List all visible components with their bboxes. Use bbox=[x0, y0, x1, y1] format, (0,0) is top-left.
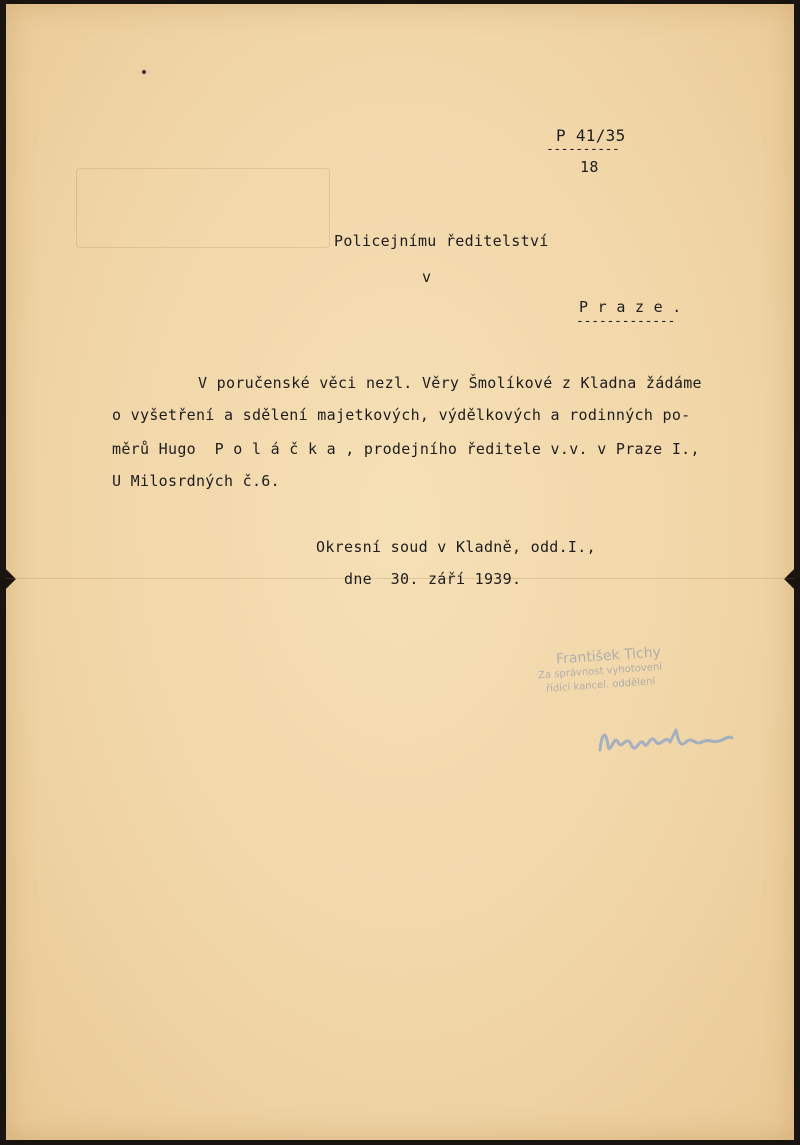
reference-sub: 18 bbox=[580, 158, 599, 176]
reference-number: P 41/35 bbox=[556, 126, 626, 145]
body-line-2: o vyšetření a sdělení majetkových, výdělkových a rodinných po- bbox=[112, 406, 691, 424]
body-line-4: U Milosrdných č.6. bbox=[112, 472, 280, 490]
handwritten-signature bbox=[596, 712, 736, 762]
body-line-3: měrů Hugo P o l á č k a , prodejního ředitele v.v. v Praze I., bbox=[112, 440, 700, 458]
body-line-1: V poručenské věci nezl. Věry Šmolíkové z Kladna žádáme bbox=[198, 374, 702, 392]
addressee-line-2: v bbox=[422, 268, 432, 286]
stamp-line-2: Za správnost vyhotovení bbox=[537, 661, 663, 682]
stamp-name: František Tichy bbox=[555, 644, 662, 668]
addressee-rule: ------------- bbox=[576, 314, 676, 329]
sender-date: dne 30. září 1939. bbox=[344, 570, 522, 588]
sender-court: Okresní soud v Kladně, odd.I., bbox=[316, 538, 596, 556]
reference-rule: ---------- bbox=[546, 142, 620, 157]
faded-stamp-imprint bbox=[76, 168, 330, 248]
addressee-line-1: Policejnímu ředitelství bbox=[334, 232, 549, 250]
ink-speck bbox=[142, 70, 146, 74]
addressee-city: P r a z e . bbox=[579, 298, 682, 316]
stamp-line-3: řídící kancel. oddělení bbox=[545, 676, 656, 695]
